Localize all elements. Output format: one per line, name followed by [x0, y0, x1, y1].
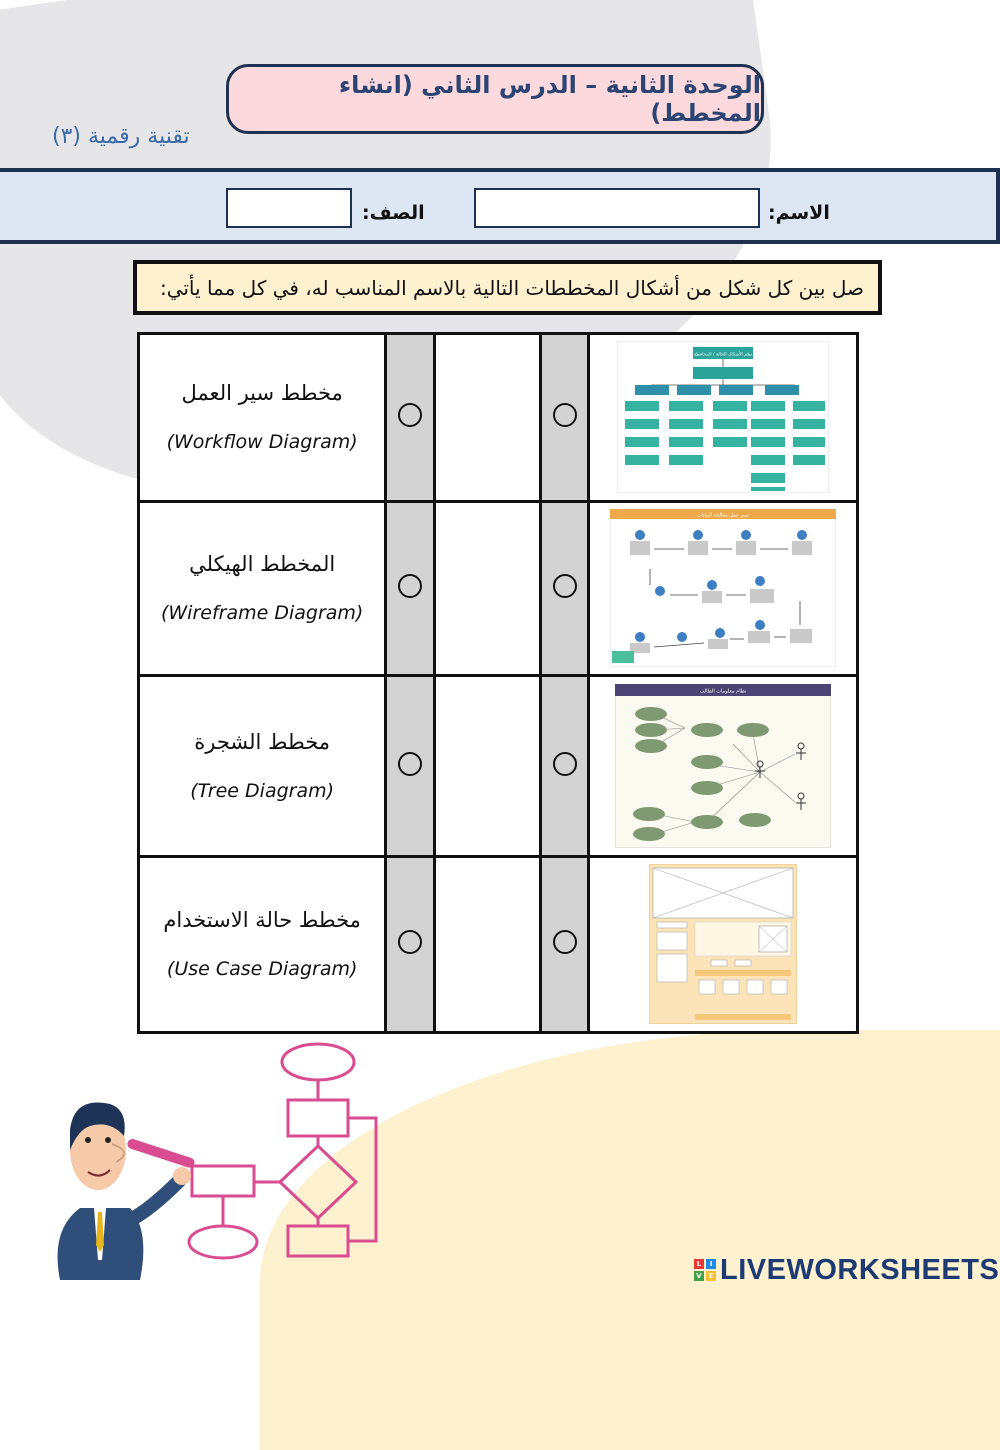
liveworksheets-logo: [694, 1253, 999, 1287]
name-connector-column: [386, 856, 435, 1032]
table-row: [139, 856, 858, 1032]
name-connector-column: [386, 501, 435, 675]
image-connector-column: [540, 334, 589, 502]
tree-diagram-thumbnail: [617, 341, 829, 493]
svg-text:سير عمل معالجة البيانات: سير عمل معالجة البيانات: [697, 512, 750, 519]
name-connector-column: [386, 675, 435, 856]
class-label: الصف:: [362, 202, 425, 224]
diagram-name-cell: [139, 334, 386, 502]
line-drawing-area[interactable]: [435, 334, 541, 502]
image-connector-dot[interactable]: [553, 403, 577, 427]
logo-icon: L I V E: [694, 1259, 716, 1281]
diagram-name-english: (Workflow Diagram): [166, 431, 358, 454]
image-connector-column: [540, 501, 589, 675]
class-input[interactable]: [226, 188, 352, 228]
name-connector-dot[interactable]: [398, 752, 422, 776]
flowchart-illustration: [30, 1040, 390, 1280]
name-input[interactable]: [474, 188, 760, 228]
table-row: [139, 501, 858, 675]
table-row: [139, 334, 858, 502]
wireframe-diagram-thumbnail: [649, 864, 797, 1024]
diagram-name-cell: [139, 675, 386, 856]
table-row: [139, 675, 858, 856]
image-connector-column: [540, 675, 589, 856]
student-info-band: [0, 168, 1000, 244]
diagram-image-cell: [589, 856, 858, 1032]
lesson-title-box: [226, 64, 764, 134]
name-connector-dot[interactable]: [398, 403, 422, 427]
use-case-diagram-thumbnail: [615, 684, 831, 848]
workflow-diagram-thumbnail: [610, 509, 836, 667]
diagram-name-english: (Use Case Diagram): [166, 958, 358, 981]
lesson-title: الوحدة الثانية – الدرس الثاني (انشاء المخطط): [338, 71, 761, 127]
instruction-box: [133, 260, 882, 315]
image-connector-dot[interactable]: [553, 930, 577, 954]
subject-label: تقنية رقمية (٣): [52, 124, 190, 149]
image-connector-dot[interactable]: [553, 574, 577, 598]
man-character: [58, 1102, 196, 1280]
diagram-image-cell: [589, 334, 858, 502]
image-connector-dot[interactable]: [553, 752, 577, 776]
diagram-image-cell: [589, 675, 858, 856]
name-label: الاسم:: [768, 202, 830, 224]
diagram-name-arabic: مخطط حالة الاستخدام: [163, 908, 361, 933]
diagram-name-arabic: المخطط الهيكلي: [189, 552, 336, 577]
diagram-image-cell: [589, 501, 858, 675]
matching-table: [137, 332, 859, 1034]
logo-text: LIVEWORKSHEETS: [720, 1253, 1000, 1286]
svg-text:نظام معلومات الطالب: نظام معلومات الطالب: [699, 688, 747, 695]
name-connector-dot[interactable]: [398, 574, 422, 598]
name-connector-column: [386, 334, 435, 502]
line-drawing-area[interactable]: [435, 501, 541, 675]
image-connector-column: [540, 856, 589, 1032]
diagram-name-english: (Tree Diagram): [190, 779, 335, 802]
diagram-name-arabic: مخطط سير العمل: [181, 381, 343, 406]
name-connector-dot[interactable]: [398, 930, 422, 954]
diagram-name-cell: [139, 501, 386, 675]
svg-text:نظم الأشكال الحالة / المحافظة: نظم الأشكال الحالة / المحافظة: [694, 352, 753, 358]
instruction-text: صل بين كل شكل من أشكال المخططات التالية بالاسم المناسب له، في كل مما يأتي:: [159, 275, 864, 300]
diagram-name-english: (Wireframe Diagram): [160, 602, 364, 625]
line-drawing-area[interactable]: [435, 856, 541, 1032]
diagram-name-cell: [139, 856, 386, 1032]
line-drawing-area[interactable]: [435, 675, 541, 856]
diagram-name-arabic: مخطط الشجرة: [194, 729, 331, 754]
